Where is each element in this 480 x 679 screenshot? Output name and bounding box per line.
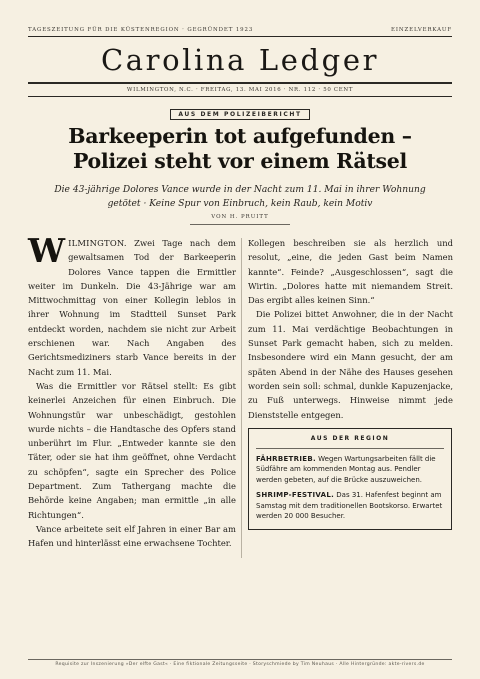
- article-paragraph-1: [28, 231, 236, 379]
- tagline: TAGESZEITUNG FÜR DIE KÜSTENREGION · GEGRÜNDET 1923: [28, 27, 254, 33]
- article-paragraph-3: Vance arbeitete seit elf Jahren in einer Bar am Hafen und hinterlässt eine erwachsene Tochter.: [28, 523, 236, 549]
- top-line: [28, 27, 452, 33]
- regional-news-item: [256, 490, 444, 522]
- article-paragraph-2: Was die Ermittler vor Rätsel stellt: Es gibt keinerlei Anzeichen für einen Einbruch. Die Wohnungstür war unbeschädigt, gestohlen wurde nichts – die Handtasche des Opfers stand unberührt im Flur. „Entweder kannte sie den Täter, oder sie hat ihm geöffnet, ohne Verdacht zu schöpfen“, sagte ein Sprecher des Police Department. Zum Tathergang machte die Behörde keine Angaben; man ermittle „in alle Richtungen“.: [28, 380, 236, 520]
- news-item-tag: SHRIMP-FESTIVAL.: [256, 491, 335, 499]
- news-item-tag: FÄHRBETRIEB.: [256, 454, 316, 463]
- regional-news-item: [256, 454, 444, 486]
- news-item-text: Das 31. Hafenfest beginnt am Samstag mit dem traditionellen Bootskorso. Erwartet werden 20 000 Besucher.: [256, 491, 443, 520]
- lead-word: ILMINGTON.: [68, 238, 127, 248]
- masthead: Carolina Ledger: [100, 43, 380, 77]
- section-kicker: AUS DEM POLIZEIBERICHT: [170, 109, 310, 120]
- article-column-right: [248, 236, 453, 422]
- article-paragraph-3-continued: Kollegen beschreiben sie als herzlich und resolut, „eine, die jeden Gast beim Namen kannte“. Feinde? „Ausgeschlossen“, sagt die Wirtin. „Dolores hatte mit niemandem Streit. Das ergibt alles keinen Sinn.“: [248, 238, 453, 306]
- article-column-left: [28, 231, 236, 551]
- headline-line-2: Polizei steht vor einem Rätsel: [72, 149, 408, 173]
- regional-news-title: AUS DER REGION: [256, 434, 444, 449]
- byline: VON H. PRUITT: [211, 214, 269, 220]
- paragraph-1-text: Zwei Tage nach dem gewaltsamen Tod der Barkeeperin Dolores Vance tappen die Ermittler weiter im Dunkeln. Die 43-Jährige war am Mittwochmittag von einer Kollegin leblos in ihrer Wohnung im Stadtteil Sunset Park entdeckt worden, nachdem sie nicht zur Arbeit erschienen war. Nach Angaben des Gerichtsmediziners starb Vance bereits in der Nacht zum 11. Mai.: [28, 238, 236, 377]
- article-paragraph-4: Die Polizei bittet Anwohner, die in der Nacht zum 11. Mai verdächtige Beobachtungen in Sunset Park gemacht haben, sich zu melden. Insbesondere wird ein Mann gesucht, der am späten Abend in der Nähe des Hauses gesehen worden sein soll: schmal, dunkle Kapuzenjacke, zu Fuß unterwegs. Hinweise nimmt jede Dienststelle entgegen.: [248, 309, 453, 420]
- regional-news-box: [248, 428, 452, 530]
- top-rule: [28, 36, 452, 37]
- subheadline: Die 43-jährige Dolores Vance wurde in der Nacht zum 11. Mai in ihrer Wohnung getötet · Keine Spur von Einbruch, kein Raub, kein Motiv: [54, 185, 426, 209]
- footer-rule: [28, 659, 452, 660]
- masthead-rule-lower: [28, 96, 452, 97]
- headline: [28, 124, 452, 174]
- drop-cap: W: [28, 231, 66, 270]
- footer-credit: Requisite zur Inszenierung »Der elfte Gast« · Eine fiktionale Zeitungsseite · Storyschmiede by Tim Neuhaus · Alle Hintergründe: akte-rivers.de: [55, 662, 425, 667]
- news-item-text: Wegen Wartungsarbeiten fällt die Südfähre am kommenden Montag aus. Pendler werden gebeten, auf die Brücke auszuweichen.: [256, 454, 436, 484]
- edition-label: EINZELVERKAUF: [391, 27, 452, 33]
- column-divider: [241, 238, 242, 558]
- dateline: WILMINGTON, N.C. · FREITAG, 13. MAI 2016 · NR. 112 · 50 CENT: [126, 87, 354, 93]
- headline-line-1: Barkeeperin tot aufgefunden –: [68, 124, 412, 148]
- byline-rule: [190, 224, 290, 225]
- masthead-rule-upper: [28, 82, 452, 84]
